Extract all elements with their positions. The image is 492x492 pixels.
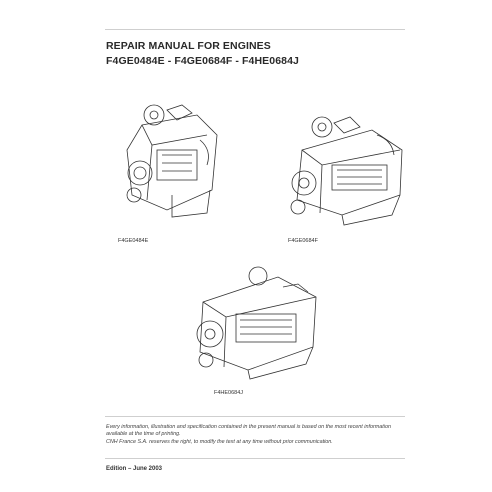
disclaimer-text: Every information, illustration and specification contained in the present manual is based on the most recent information available at the time of printing.: [106, 424, 391, 437]
engine-f4ge0684f-illustration: [282, 105, 412, 230]
top-divider: [105, 29, 405, 30]
footer-divider: [105, 458, 405, 459]
disclaimer-divider: [105, 416, 405, 417]
edition-date: Edition – June 2003: [106, 466, 163, 472]
engine-f4ge0484e-illustration: [112, 95, 232, 225]
figure-caption: F4HE0684J: [214, 390, 244, 396]
manual-title: REPAIR MANUAL FOR ENGINES: [106, 40, 271, 52]
disclaimer: [106, 424, 406, 447]
engine-models-title: F4GE0484E - F4GE0684F - F4HE0684J: [106, 55, 299, 67]
figure-caption: F4GE0484E: [118, 238, 149, 244]
engine-f4he0684j-illustration: [188, 262, 323, 382]
figure-caption: F4GE0684F: [288, 238, 318, 244]
disclaimer-text: CNH France S.A. reserves the right, to modify the text at any time without prior communication.: [106, 439, 333, 445]
